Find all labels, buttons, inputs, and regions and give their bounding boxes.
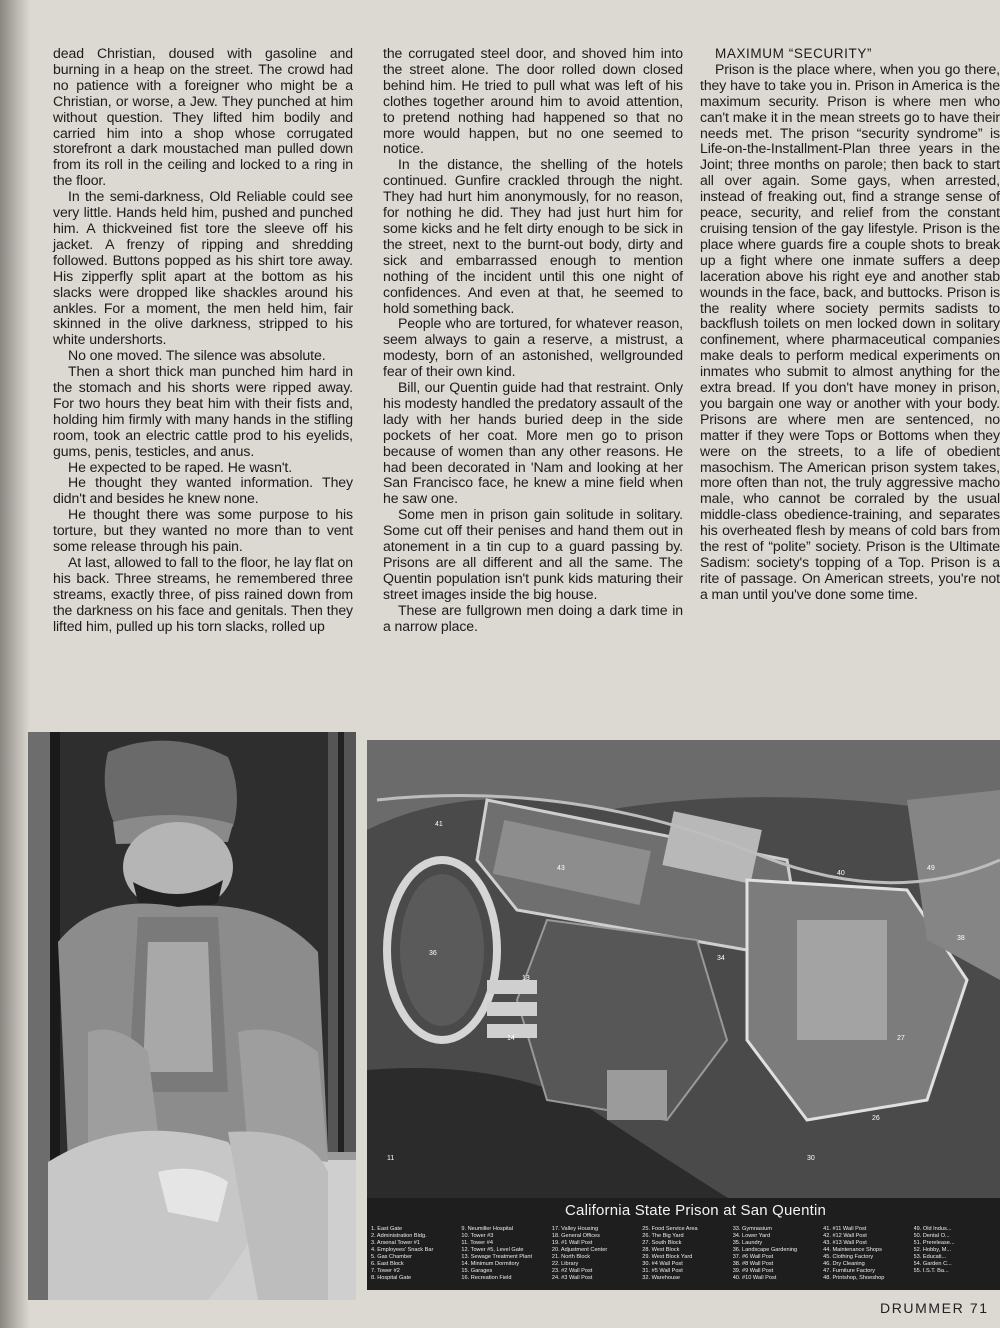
legend-item: 24. #3 Wall Post <box>551 1275 593 1281</box>
legend-item: 6. East Block <box>371 1261 404 1267</box>
paragraph: He expected to be raped. He wasn't. <box>68 458 293 475</box>
legend-item: 22. Library <box>551 1261 579 1267</box>
legend-item: 48. Printshop, Shoeshop <box>823 1275 885 1281</box>
legend-item: 25. Food Service Area <box>642 1226 698 1232</box>
legend-column <box>642 1226 728 1290</box>
map-label: 30 <box>807 1155 815 1162</box>
paragraph: People who are tortured, for whatever reason, seem always to gain a reserve, a mistrust, a modesty, born of an astonished, wellgrounded fear of their own kind. <box>383 315 683 380</box>
map-label: 11 <box>387 1155 395 1162</box>
paragraph: He thought there was some purpose to his torture, but they wanted no more than to vent some release through his pain. <box>53 506 353 555</box>
legend-item: 35. Laundry <box>732 1240 763 1246</box>
map-label: 41 <box>435 821 443 828</box>
legend-item: 16. Recreation Field <box>461 1275 512 1281</box>
map-label: 27 <box>897 1035 905 1042</box>
map-label: 14 <box>507 1035 515 1042</box>
legend-item: 47. Furniture Factory <box>823 1268 876 1274</box>
legend-item: 18. General Offices <box>551 1233 600 1239</box>
paragraph: Then a short thick man punched him hard in the stomach and his shorts were ripped away. For two hours they beat him with their fists and, holding him firmly with many hands in the stifling room, took an electric cattle prod to his eyelids, gums, penis, testicles, and anus. <box>53 363 353 459</box>
legend-column <box>823 1226 909 1290</box>
paragraph: Some men in prison gain solitude in solitary. Some cut off their penises and hand them out in atonement in a tin cup to a guard passing by. Prisons are all different and all the same. The Quentin population isn't punk kids maturing their street images inside the big house. <box>383 506 683 602</box>
map-label: 43 <box>557 865 565 872</box>
legend-item: 46. Dry Cleaning <box>823 1261 865 1267</box>
map-label: 13 <box>522 975 530 982</box>
paragraph: Prison is the place where, when you go there, they have to take you in. Prison in America is the maximum security. Prison is where men who can't make it in the mean streets go to have their needs met. The prison “security syndrome” is Life-on-the-Installment-Plan three years in the Joint; three months on parole; then back to start all over again. Some gays, when arrested, instead of freaking out, find a strange sense of peace, security, and relief from the constant cruising tension of the gay lifestyle. Prison is the place where guards fire a couple shots to break up a fight where one inmate suffers a deep laceration above his right eye and another stab wounds in the face, back, and buttocks. Prison is the reality where society permits sadists to backflush toilets on men locked down in solitary confinement, where pharmaceutical companies make deals to perform medical experiments on inmates who submit to almost anything for the extra bread. If you don't have money in prison, you bargain one way or another with your body. Prisons are where men are sentenced, no matter if they were Tops or Bottoms when they were on the streets, to a life of obedient masochism. The American prison system takes, more often than not, the truly aggressive macho male, who cannot be corraled by the usual middle-class obedience-training, and separates his overheated flesh by means of cold bars from the rest of “polite” society. Prison is the Ultimate Sadism: society's topping of a Top. Prison is a rite of passage. On American streets, you're not a man until you've done some time. <box>700 60 1000 602</box>
legend-item: 29. West Block Yard <box>642 1254 693 1260</box>
legend-item: 13. Sewage Treatment Plant <box>461 1254 533 1260</box>
paragraph: Bill, our Quentin guide had that restraint. Only his modesty handled the predatory assault of the lady with her hands buried deep in the side pockets of her coat. More men go to prison because of women than any other reasons. He had been decorated in 'Nam and looking at her San Francisco face, he knew a mine field when he saw one. <box>383 379 683 507</box>
legend-item: 50. Dental O... <box>913 1233 950 1239</box>
legend-item: 55. I.S.T. Ba... <box>913 1268 949 1274</box>
text-column-2 <box>383 46 683 635</box>
legend-item: 27. South Block <box>642 1240 682 1246</box>
legend-item: 10. Tower #3 <box>461 1233 494 1239</box>
legend-item: 20. Adjustment Center <box>551 1247 608 1253</box>
legend-column <box>914 1226 1000 1290</box>
map-label: 36 <box>429 950 437 957</box>
legend-item: 21. North Block <box>551 1254 591 1260</box>
paragraph: These are fullgrown men doing a dark time in a narrow place. <box>383 601 683 634</box>
legend-item: 41. #11 Wall Post <box>823 1226 867 1232</box>
page-footer <box>880 1300 989 1316</box>
map-legend <box>367 1222 1000 1290</box>
paragraph: the corrugated steel door, and shoved him into the street alone. The door rolled down closed behind him. He tried to pull what was left of his clothes together around him to avoid attention, to pretend nothing had happened so that no more would happen, but no one seemed to notice. <box>383 45 683 157</box>
magazine-name: DRUMMER <box>880 1300 965 1316</box>
legend-item: 34. Lower Yard <box>732 1233 771 1239</box>
legend-item: 23. #2 Wall Post <box>551 1268 593 1274</box>
legend-item: 49. Old Indus... <box>913 1226 952 1232</box>
legend-item: 38. #8 Wall Post <box>732 1261 774 1267</box>
legend-item: 2. Administration Bldg. <box>371 1233 427 1239</box>
legend-item: 53. Educati... <box>913 1254 947 1260</box>
legend-item: 31. #5 Wall Post <box>642 1268 683 1274</box>
paragraph: dead Christian, doused with gasoline and burning in a heap on the street. The crowd had no patience with a foreigner who might be a Christian, or worse, a Jew. They punched at him without question. They lifted him bodily and carried him into a shop whose corrugated storefront a dark moustached man pulled down from its roll in the ceiling and locked to a ring in the floor. <box>53 45 353 189</box>
paragraph: At last, allowed to fall to the floor, he lay flat on his back. Three streams, he remembered three streams, exactly three, of piss rained down from the darkness on his face and genitals. Then they lifted him, pulled up his torn slacks, rolled up <box>53 554 353 634</box>
page-number: 71 <box>969 1300 989 1316</box>
legend-item: 44. Maintenance Shops <box>823 1247 882 1253</box>
legend-column <box>371 1226 457 1290</box>
legend-item: 28. West Block <box>642 1247 680 1253</box>
legend-item: 54. Garden C... <box>913 1261 952 1267</box>
binding-shadow <box>0 0 30 1328</box>
legend-item: 40. #10 Wall Post <box>732 1275 777 1281</box>
legend-item: 36. Landscape Gardening <box>732 1247 798 1253</box>
map-label: 34 <box>717 955 725 962</box>
legend-item: 19. #1 Wall Post <box>551 1240 593 1246</box>
legend-item: 43. #13 Wall Post <box>823 1240 867 1246</box>
legend-item: 33. Gymnasium <box>732 1226 772 1232</box>
legend-item: 9. Neumiller Hospital <box>461 1226 514 1232</box>
section-heading: MAXIMUM “SECURITY” <box>715 46 873 61</box>
map-label: 38 <box>957 935 965 942</box>
legend-item: 39. #9 Wall Post <box>732 1268 774 1274</box>
legend-item: 1. East Gate <box>371 1226 403 1232</box>
legend-item: 12. Tower #5, Level Gate <box>461 1247 524 1253</box>
paragraph: In the semi-darkness, Old Reliable could see very little. Hands held him, pushed and punched him. A thickveined fist tore the sleeve off his jacket. A frenzy of ripping and shredding followed. Buttons popped as his shirt tore away. His zipperfly split apart at the bottom as his slacks were dropped like shackles around his ankles. For a moment, the men held him, fair skinned in the olive darkness, stripped to his white undershorts. <box>53 188 353 348</box>
legend-item: 37. #6 Wall Post <box>732 1254 774 1260</box>
text-column-1 <box>53 46 353 635</box>
legend-item: 5. Gas Chamber <box>371 1254 413 1260</box>
legend-item: 52. Hobby, M... <box>913 1247 952 1253</box>
map-label: 40 <box>837 870 845 877</box>
paragraph: In the distance, the shelling of the hotels continued. Gunfire crackled through the night. They had hurt him anonymously, for no reason, for nothing he did. They had just hurt him for some kicks and he felt dirty enough to be sick in the street, next to the burnt-out body, dirty and sick and embarrassed enough to mention nothing of the incident until this one night of confidences. And even at that, he seemed to hold something back. <box>383 156 683 316</box>
legend-item: 45. Clothing Factory <box>823 1254 874 1260</box>
map-caption: California State Prison at San Quentin <box>565 1202 827 1219</box>
paragraph: No one moved. The silence was absolute. <box>68 347 326 364</box>
legend-item: 7. Tower #2 <box>371 1268 400 1274</box>
photo-illustration <box>28 732 356 1300</box>
legend-item: 8. Hospital Gate <box>371 1275 412 1281</box>
map-label: 49 <box>927 865 935 872</box>
legend-item: 14. Minimum Dormitory <box>461 1261 520 1267</box>
legend-item: 51. Prerelease... <box>913 1240 955 1246</box>
legend-item: 26. The Big Yard <box>642 1233 684 1239</box>
legend-item: 15. Garages <box>461 1268 493 1274</box>
text-column-3 <box>700 46 1000 603</box>
legend-column <box>552 1226 638 1290</box>
legend-item: 30. #4 Wall Post <box>642 1261 683 1267</box>
legend-item: 4. Employees' Snack Bar <box>371 1247 434 1253</box>
legend-column <box>461 1226 547 1290</box>
paragraph: He thought they wanted information. They didn't and besides he knew none. <box>53 474 353 507</box>
legend-item: 32. Warehouse <box>642 1275 680 1281</box>
photo-man-seated <box>28 732 356 1300</box>
legend-column <box>733 1226 819 1290</box>
legend-item: 3. Arsenal Tower #1 <box>371 1240 421 1246</box>
map-label: 26 <box>872 1115 880 1122</box>
legend-item: 11. Tower #4 <box>461 1240 493 1246</box>
legend-item: 17. Valley Housing <box>551 1226 599 1232</box>
legend-item: 42. #12 Wall Post <box>823 1233 867 1239</box>
